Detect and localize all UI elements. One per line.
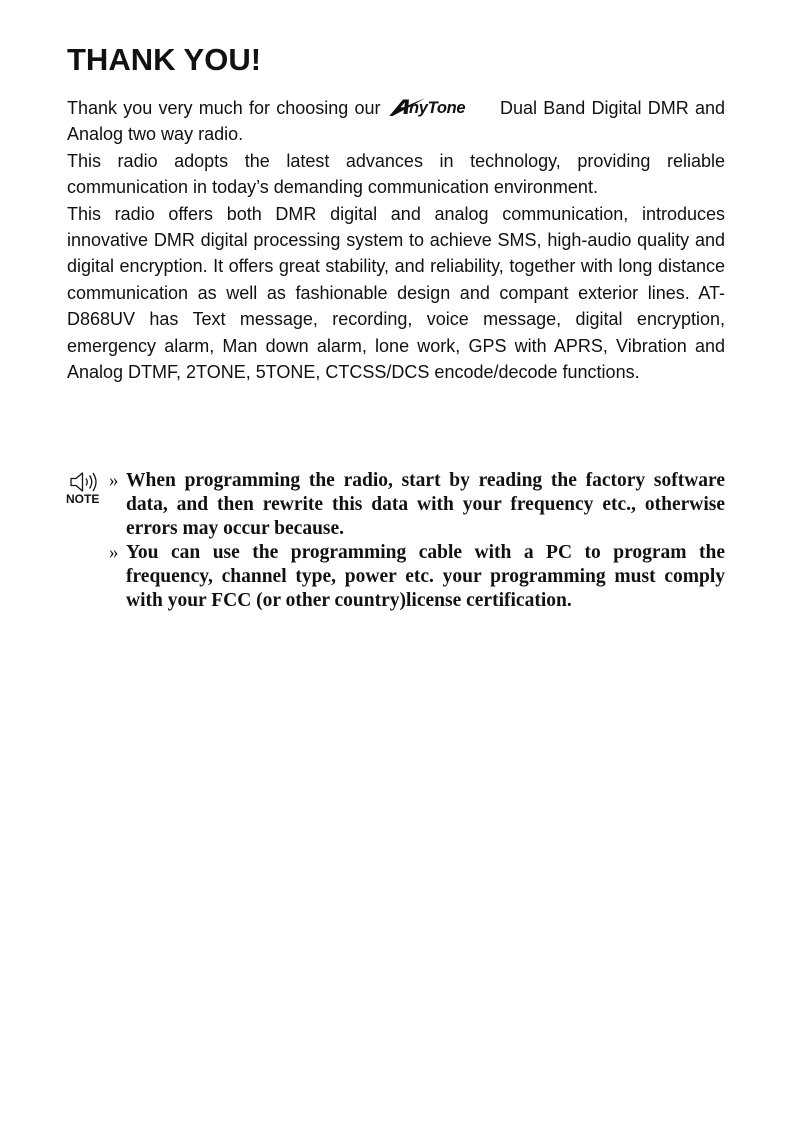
features-paragraph: This radio offers both DMR digital and analog communication, introduces innovative DMR digital processing system to achieve SMS, high-audio quality and digital encryption. It offers great stability, and reliability, together with long distance communication as well as fashionable design and compant exterior lines. AT-D868UV has Text message, recording, voice message, digital encryption, emergency alarm, Man down alarm, lone work, GPS with APRS, Vibration and Analog DTMF, 2TONE, 5TONE, CTCSS/DCS encode/decode functions. — [67, 203, 725, 383]
intro-section — [67, 95, 725, 385]
note-marker — [66, 471, 106, 511]
intro-paragraph — [67, 95, 725, 148]
page-title: THANK YOU! — [67, 42, 262, 77]
note-item-text: You can use the programming cable with a PC to program the frequency, channel type, power etc. your programming must comply with your FCC (or other country)license certification. — [126, 542, 725, 611]
note-label: NOTE — [66, 492, 100, 506]
note-item-text: When programming the radio, start by reading the factory software data, and then rewrite this data with your frequency etc., otherwise errors may occur because. — [126, 470, 725, 539]
intro-text-before-logo: Thank you very much for choosing our — [67, 98, 381, 118]
note-item — [109, 541, 725, 613]
speaker-icon — [68, 471, 100, 493]
note-bullet: » — [109, 470, 119, 491]
intro-text-after-logo: Dual Band Digital DMR and Analog two way radio. — [67, 98, 725, 145]
anytone-logo — [389, 97, 492, 117]
note-item — [109, 469, 725, 541]
note-bullet: » — [109, 542, 119, 563]
technology-paragraph: This radio adopts the latest advances in technology, providing reliable communication in today’s demanding communication environment. — [67, 150, 725, 198]
svg-text:nyTone: nyTone — [408, 99, 466, 117]
